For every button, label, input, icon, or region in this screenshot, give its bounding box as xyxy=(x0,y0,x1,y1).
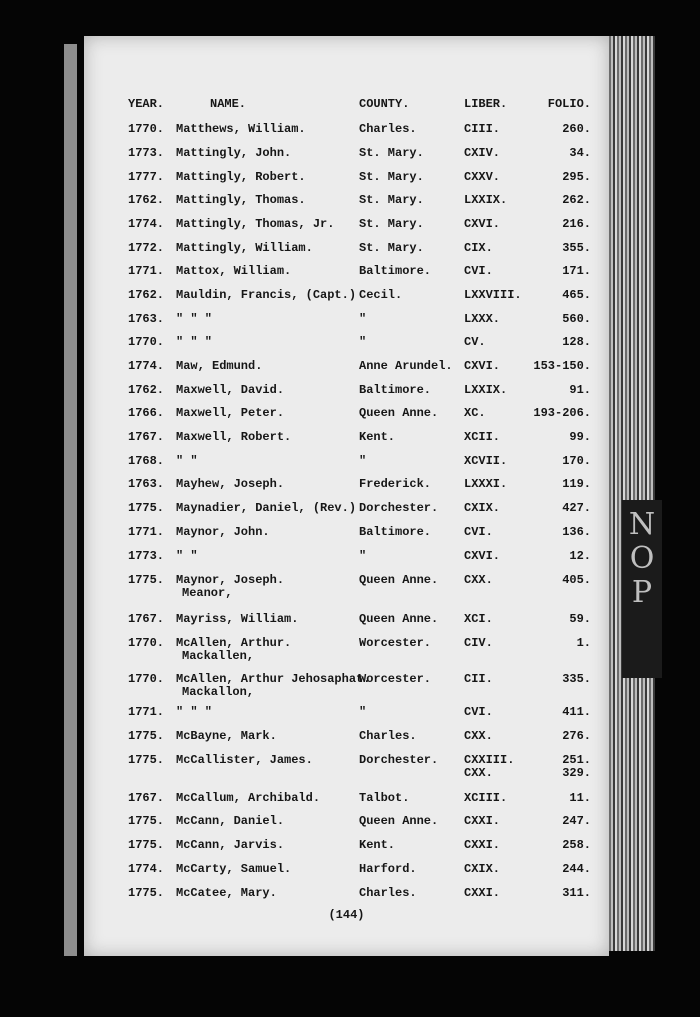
entry-year: 1763. xyxy=(128,312,165,326)
entry-county: " xyxy=(359,454,367,468)
entry-year: 1762. xyxy=(128,193,165,207)
entry-folio: 335. xyxy=(562,672,591,686)
entry-name: Maynor, Joseph. xyxy=(176,573,285,587)
entry-folio: 258. xyxy=(562,838,591,852)
entry-folio: 465. xyxy=(562,288,591,302)
entry-county: " xyxy=(359,705,367,719)
entry-county: St. Mary. xyxy=(359,170,424,184)
entry-folio: 128. xyxy=(562,335,591,349)
entry-year: 1772. xyxy=(128,241,165,255)
entry-folio: 11. xyxy=(569,791,591,805)
entry-liber: XCIII. xyxy=(464,791,508,805)
entry-liber: LXXIX. xyxy=(464,193,508,207)
entry-name: " " " xyxy=(176,312,213,326)
entry-year: 1763. xyxy=(128,477,165,491)
entry-year: 1762. xyxy=(128,288,165,302)
entry-county: Worcester. xyxy=(359,672,432,686)
header-name: NAME. xyxy=(210,97,247,111)
entry-folio: 247. xyxy=(562,814,591,828)
entry-liber: CXX. xyxy=(464,729,493,743)
entry-name: McCallister, James. xyxy=(176,753,313,767)
entry-folio: 171. xyxy=(562,264,591,278)
entry-folio: 91. xyxy=(569,383,591,397)
entry-folio: 153-150. xyxy=(533,359,591,373)
entry-county: " xyxy=(359,312,367,326)
entry-county: Queen Anne. xyxy=(359,406,439,420)
entry-name: Mattingly, William. xyxy=(176,241,313,255)
entry-year: 1775. xyxy=(128,886,165,900)
entry-name: Mayriss, William. xyxy=(176,612,299,626)
entry-year: 1768. xyxy=(128,454,165,468)
entry-name: " " xyxy=(176,454,198,468)
entry-year: 1773. xyxy=(128,146,165,160)
entry-county: Queen Anne. xyxy=(359,814,439,828)
entry-name: " " " xyxy=(176,705,213,719)
entry-liber: CXX. xyxy=(464,573,493,587)
entry-liber: CIX. xyxy=(464,241,493,255)
entry-name: Matthews, William. xyxy=(176,122,306,136)
entry-liber: LXXXI. xyxy=(464,477,508,491)
entry-liber: XC. xyxy=(464,406,486,420)
entry-name: McCatee, Mary. xyxy=(176,886,277,900)
entry-folio: 99. xyxy=(569,430,591,444)
entry-year: 1767. xyxy=(128,430,165,444)
entry-liber: CXIX. xyxy=(464,501,501,515)
entry-name: Maynor, John. xyxy=(176,525,270,539)
entry-name: " " xyxy=(176,549,198,563)
header-liber: LIBER. xyxy=(464,97,508,111)
entry-folio: 311. xyxy=(562,886,591,900)
entry-folio: 59. xyxy=(569,612,591,626)
entry-county: Worcester. xyxy=(359,636,432,650)
entry-folio: 12. xyxy=(569,549,591,563)
entry-folio: 355. xyxy=(562,241,591,255)
entry-county: Baltimore. xyxy=(359,264,432,278)
entry-folio: 1. xyxy=(576,636,591,650)
index-tab xyxy=(622,500,662,678)
entry-folio: 295. xyxy=(562,170,591,184)
entry-county: St. Mary. xyxy=(359,241,424,255)
entry-year: 1774. xyxy=(128,359,165,373)
entry-county: Baltimore. xyxy=(359,525,432,539)
entry-name: Maynadier, Daniel, (Rev.) xyxy=(176,501,357,515)
entry-liber: CVI. xyxy=(464,264,493,278)
entry-liber: LXXX. xyxy=(464,312,501,326)
entry-name: Mayhew, Joseph. xyxy=(176,477,285,491)
entry-folio: 34. xyxy=(569,146,591,160)
entry-county: St. Mary. xyxy=(359,146,424,160)
entry-county: " xyxy=(359,335,367,349)
entry-name: Mattox, William. xyxy=(176,264,292,278)
entry-county: Cecil. xyxy=(359,288,403,302)
entry-year: 1770. xyxy=(128,636,165,650)
entry-liber: CVI. xyxy=(464,705,493,719)
entry-liber: CXIV. xyxy=(464,146,501,160)
entry-county: " xyxy=(359,549,367,563)
entry-county: Talbot. xyxy=(359,791,410,805)
entry-county: Kent. xyxy=(359,430,396,444)
header-county: COUNTY. xyxy=(359,97,410,111)
entry-liber: CXVI. xyxy=(464,359,501,373)
entry-name: McAllen, Arthur Jehosaphat. xyxy=(176,672,371,686)
entry-folio: 560. xyxy=(562,312,591,326)
header-year: YEAR. xyxy=(128,97,165,111)
entry-name: " " " xyxy=(176,335,213,349)
entry-folio: 405. xyxy=(562,573,591,587)
entry-county: Kent. xyxy=(359,838,396,852)
entry-county: Frederick. xyxy=(359,477,432,491)
entry-county: Queen Anne. xyxy=(359,612,439,626)
entry-year: 1762. xyxy=(128,383,165,397)
entry-name: McBayne, Mark. xyxy=(176,729,277,743)
entry-name: Mattingly, Thomas, Jr. xyxy=(176,217,335,231)
entry-name: Maxwell, Peter. xyxy=(176,406,285,420)
entry-folio: 119. xyxy=(562,477,591,491)
ledger-page xyxy=(84,36,609,956)
entry-liber: CXXV. xyxy=(464,170,501,184)
entry-year: 1777. xyxy=(128,170,165,184)
book-left-edge xyxy=(64,44,77,956)
entry-folio-2: 329. xyxy=(562,766,591,780)
entry-folio: 411. xyxy=(562,705,591,719)
entry-year: 1774. xyxy=(128,862,165,876)
entry-county: St. Mary. xyxy=(359,193,424,207)
entry-year: 1774. xyxy=(128,217,165,231)
entry-name: McCann, Jarvis. xyxy=(176,838,285,852)
entry-folio: 262. xyxy=(562,193,591,207)
entry-liber: CIII. xyxy=(464,122,501,136)
entry-liber: CV. xyxy=(464,335,486,349)
entry-year: 1771. xyxy=(128,705,165,719)
entry-county: Charles. xyxy=(359,729,417,743)
entry-county: Queen Anne. xyxy=(359,573,439,587)
tab-letter: O xyxy=(629,541,655,576)
entry-name: Maxwell, Robert. xyxy=(176,430,292,444)
entry-liber: CIV. xyxy=(464,636,493,650)
entry-folio: 193-206. xyxy=(533,406,591,420)
page-number: (144) xyxy=(328,908,365,922)
entry-liber: CXVI. xyxy=(464,217,501,231)
entry-name: Maxwell, David. xyxy=(176,383,285,397)
entry-county: Charles. xyxy=(359,886,417,900)
entry-year: 1775. xyxy=(128,814,165,828)
entry-liber: CXXIII. xyxy=(464,753,515,767)
entry-folio: 136. xyxy=(562,525,591,539)
entry-year: 1770. xyxy=(128,672,165,686)
entry-folio: 260. xyxy=(562,122,591,136)
entry-liber: XCVII. xyxy=(464,454,508,468)
entry-year: 1771. xyxy=(128,525,165,539)
entry-county: Charles. xyxy=(359,122,417,136)
entry-liber-2: CXX. xyxy=(464,766,493,780)
tab-letter: P xyxy=(631,575,653,610)
entry-name: Mattingly, John. xyxy=(176,146,292,160)
entry-year: 1775. xyxy=(128,753,165,767)
entry-name-variant: Mackallen, xyxy=(182,649,255,663)
entry-name: McCallum, Archibald. xyxy=(176,791,321,805)
entry-year: 1767. xyxy=(128,612,165,626)
tab-letter: N xyxy=(628,507,656,542)
entry-county: Dorchester. xyxy=(359,753,439,767)
entry-name: McAllen, Arthur. xyxy=(176,636,292,650)
entry-year: 1766. xyxy=(128,406,165,420)
entry-year: 1775. xyxy=(128,573,165,587)
book-page-edges xyxy=(607,36,655,951)
entry-year: 1767. xyxy=(128,791,165,805)
entry-name: McCann, Daniel. xyxy=(176,814,285,828)
entry-liber: XCI. xyxy=(464,612,493,626)
entry-folio: 251. xyxy=(562,753,591,767)
entry-county: Baltimore. xyxy=(359,383,432,397)
entry-liber: CXXI. xyxy=(464,814,501,828)
entry-folio: 276. xyxy=(562,729,591,743)
entry-year: 1773. xyxy=(128,549,165,563)
entry-name: Mauldin, Francis, (Capt.) xyxy=(176,288,357,302)
entry-folio: 244. xyxy=(562,862,591,876)
entry-liber: CXXI. xyxy=(464,838,501,852)
entry-year: 1775. xyxy=(128,729,165,743)
entry-name: McCarty, Samuel. xyxy=(176,862,292,876)
entry-liber: CXXI. xyxy=(464,886,501,900)
entry-name-variant: Meanor, xyxy=(182,586,233,600)
entry-liber: XCII. xyxy=(464,430,501,444)
entry-county: St. Mary. xyxy=(359,217,424,231)
entry-name-variant: Mackallon, xyxy=(182,685,255,699)
entry-county: Anne Arundel. xyxy=(359,359,453,373)
entry-year: 1771. xyxy=(128,264,165,278)
entry-liber: CII. xyxy=(464,672,493,686)
entry-folio: 216. xyxy=(562,217,591,231)
entry-liber: CXIX. xyxy=(464,862,501,876)
entry-year: 1770. xyxy=(128,335,165,349)
entry-liber: CXVI. xyxy=(464,549,501,563)
entry-name: Mattingly, Thomas. xyxy=(176,193,306,207)
entry-name: Maw, Edmund. xyxy=(176,359,263,373)
entry-county: Dorchester. xyxy=(359,501,439,515)
entry-liber: LXXVIII. xyxy=(464,288,522,302)
entry-folio: 170. xyxy=(562,454,591,468)
header-folio: FOLIO. xyxy=(547,97,591,111)
entry-year: 1770. xyxy=(128,122,165,136)
entry-liber: CVI. xyxy=(464,525,493,539)
entry-year: 1775. xyxy=(128,501,165,515)
entry-county: Harford. xyxy=(359,862,417,876)
entry-folio: 427. xyxy=(562,501,591,515)
entry-liber: LXXIX. xyxy=(464,383,508,397)
entry-name: Mattingly, Robert. xyxy=(176,170,306,184)
entry-year: 1775. xyxy=(128,838,165,852)
